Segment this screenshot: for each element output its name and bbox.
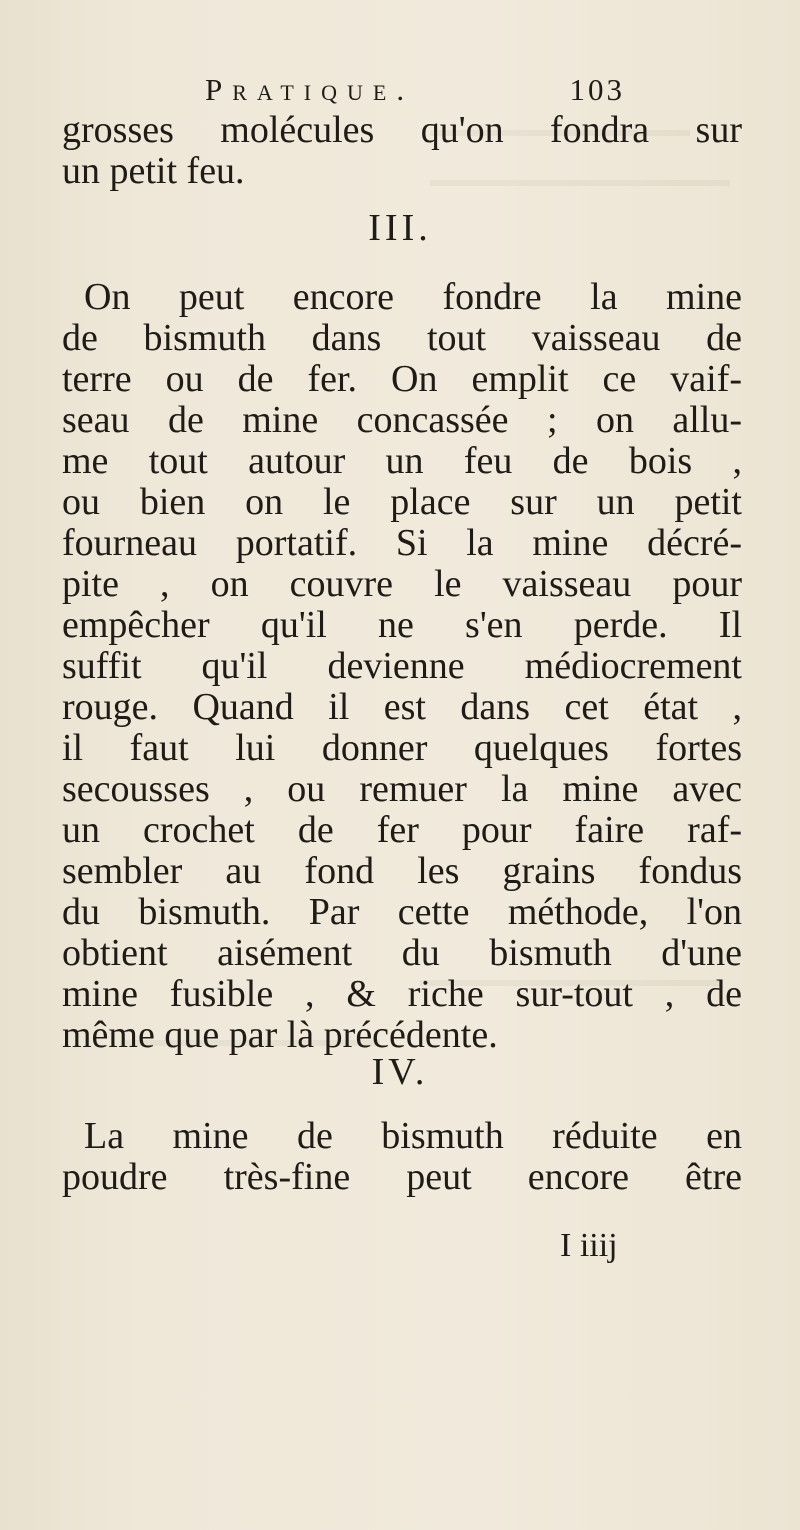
text-line: terre ou de fer. On emplit ce vaif- (62, 358, 742, 400)
page-number: 103 (569, 72, 625, 107)
text-line: grosses molécules qu'on fondra sur (62, 109, 742, 151)
text-line: un crochet de fer pour faire raf- (62, 809, 742, 851)
text-line: secousses , ou remuer la mine avec (62, 768, 742, 810)
running-header (205, 70, 625, 110)
text-line: même que par là précédente. (62, 1014, 498, 1056)
text-line: sembler au fond les grains fondus (62, 850, 742, 892)
section-iv-paragraph (62, 1116, 742, 1198)
section-iii-paragraph (62, 277, 742, 1056)
section-heading-iii: III. (368, 207, 432, 249)
text-line: il faut lui donner quelques fortes (62, 727, 742, 769)
text-line: du bismuth. Par cette méthode, l'on (62, 891, 742, 933)
text-line: obtient aisément du bismuth d'une (62, 932, 742, 974)
text-line: On peut encore fondre la mine (84, 276, 742, 318)
text-line: suffit qu'il devienne médiocrement (62, 645, 742, 687)
text-line: de bismuth dans tout vaisseau de (62, 317, 742, 359)
signature-mark: I iiij (560, 1227, 618, 1264)
running-title: Pratique. (205, 72, 415, 107)
text-line: un petit feu. (62, 150, 245, 192)
text-line: mine fusible , & riche sur-tout , de (62, 973, 742, 1015)
continued-paragraph (62, 110, 742, 192)
text-line: pite , on couvre le vaisseau pour (62, 563, 742, 605)
text-line: empêcher qu'il ne s'en perde. Il (62, 604, 742, 646)
text-line: ou bien on le place sur un petit (62, 481, 742, 523)
text-line: seau de mine concassée ; on allu- (62, 399, 742, 441)
section-heading-iv: IV. (371, 1051, 429, 1093)
text-line: poudre très-fine peut encore être (62, 1156, 742, 1198)
text-line: me tout autour un feu de bois , (62, 440, 742, 482)
text-line: La mine de bismuth réduite en (84, 1115, 742, 1157)
text-line: fourneau portatif. Si la mine décré- (62, 522, 742, 564)
text-line: rouge. Quand il est dans cet état , (62, 686, 742, 728)
